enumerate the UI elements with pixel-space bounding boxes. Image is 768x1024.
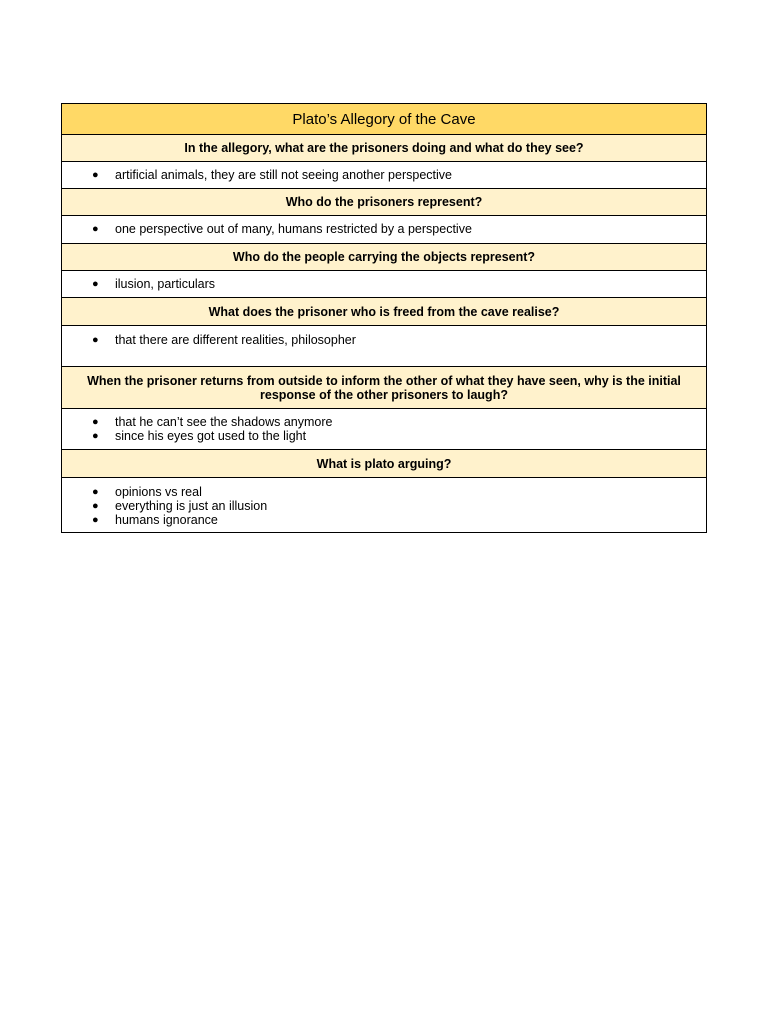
answer-text: that there are different realities, philosopher [115, 333, 356, 347]
answer-row [62, 478, 706, 532]
answer-list [62, 333, 706, 347]
question-row: In the allegory, what are the prisoners doing and what do they see? [62, 135, 706, 162]
bullet-icon: ● [92, 334, 99, 346]
answer-text: artificial animals, they are still not seeing another perspective [115, 168, 452, 182]
bullet-icon: ● [92, 514, 99, 526]
question-row: Who do the people carrying the objects represent? [62, 244, 706, 271]
answer-text: everything is just an illusion [115, 499, 268, 513]
question-row: What does the prisoner who is freed from the cave realise? [62, 298, 706, 326]
answer-row [62, 326, 706, 367]
list-item [62, 168, 706, 182]
list-item [62, 333, 706, 347]
list-item [62, 485, 706, 499]
list-item [62, 499, 706, 513]
answer-list [62, 277, 706, 291]
answer-row [62, 162, 706, 189]
answer-text: humans ignorance [115, 513, 218, 527]
bullet-icon: ● [92, 486, 99, 498]
question-row: What is plato arguing? [62, 450, 706, 478]
worksheet-title: Plato’s Allegory of the Cave [62, 104, 706, 135]
worksheet-table [61, 103, 707, 533]
bullet-icon: ● [92, 416, 99, 428]
answer-text: since his eyes got used to the light [115, 429, 307, 443]
answer-text: one perspective out of many, humans restricted by a perspective [115, 222, 472, 236]
answer-text: ilusion, particulars [115, 277, 216, 291]
question-row: When the prisoner returns from outside to inform the other of what they have seen, why is the initial response of the other prisoners to laugh? [62, 367, 706, 409]
bullet-icon: ● [92, 430, 99, 442]
bullet-icon: ● [92, 223, 99, 235]
list-item [62, 222, 706, 236]
list-item [62, 513, 706, 527]
bullet-icon: ● [92, 278, 99, 290]
list-item [62, 277, 706, 291]
answer-text: opinions vs real [115, 485, 202, 499]
answer-row [62, 216, 706, 244]
bullet-icon: ● [92, 500, 99, 512]
question-row: Who do the prisoners represent? [62, 189, 706, 216]
list-item [62, 429, 706, 443]
answer-text: that he can’t see the shadows anymore [115, 415, 333, 429]
answer-list [62, 485, 706, 527]
answer-row [62, 271, 706, 298]
bullet-icon: ● [92, 169, 99, 181]
answer-list [62, 222, 706, 236]
answer-row [62, 409, 706, 450]
answer-list [62, 168, 706, 182]
answer-list [62, 415, 706, 443]
list-item [62, 415, 706, 429]
